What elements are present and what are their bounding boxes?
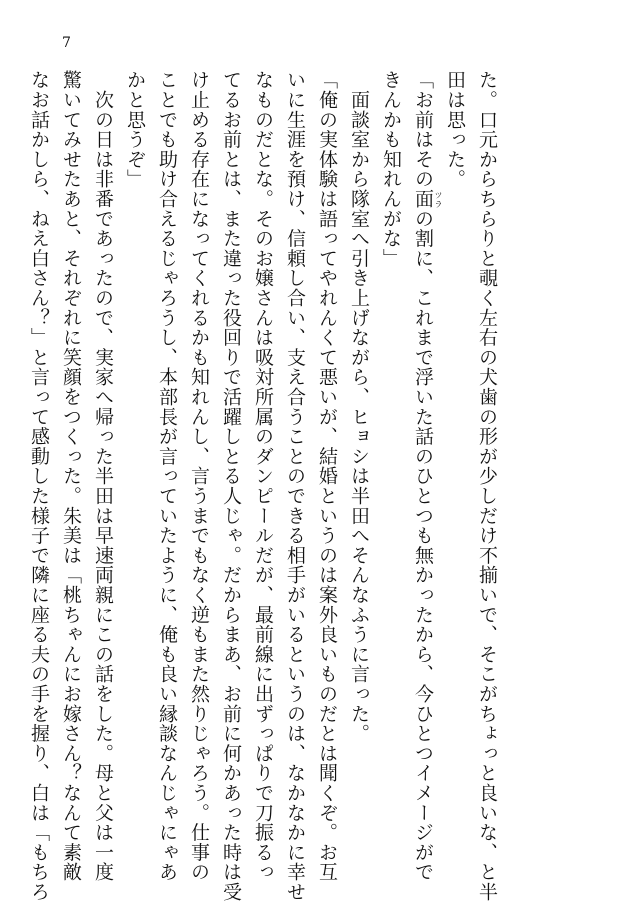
text-column-12: かと思うぞ」 — [124, 70, 146, 189]
text-column-5: 面談室から隊室へ引き上げながら、ヒョシは半田へそんなふうに言った。 — [348, 70, 370, 744]
ruby-reading: ツラ — [434, 190, 443, 209]
text-column-7: いに生涯を預け、信頼し合い、支え合うことのできる相手がいるというのは、なかなかに幸せ — [284, 70, 306, 902]
text-column-3-segment-1: 「お前はその — [412, 70, 434, 189]
text-column-15: なお話かしら、ねえ白さん？」と言って感動した様子で隣に座る夫の手を握り、白は「もちろ — [28, 70, 50, 902]
text-column-9: てるお前とは、また違った役回りで活躍しとる人じゃ。だからまあ、お前に何かあった時は受 — [220, 70, 242, 902]
text-column-14: 驚いてみせたあと、それぞれに笑顔をつくった。朱美は「桃ちゃんにお嫁さん？なんて素敵 — [60, 70, 82, 882]
text-column-2: 田は思った。 — [444, 70, 466, 189]
text-column-11: ことでも助け合えるじゃろうし、本部長が言っていたように、俺も良い縁談なんじゃにゃあ — [156, 70, 178, 882]
text-column-10: け止める存在になってくれるかも知れんし、言うまでもなく逆もまた然りじゃろう。仕事の — [188, 70, 210, 882]
text-column-3 — [412, 70, 443, 882]
ruby-base: 面 — [412, 188, 434, 209]
page-number: 7 — [62, 35, 71, 51]
text-column-6: 「俺の実体験は語ってやれんくて悪いが、結婚というのは案外良いものだとは聞くぞ。お互 — [316, 70, 338, 882]
text-column-1: た。口元からちらりと覗く左右の犬歯の形が少しだけ不揃いで、そこがちょっと良いな、と半 — [476, 70, 498, 902]
text-column-8: なものだとな。そのお嬢さんは吸対所属のダンピールだが、最前線に出ずっぱりで刀振るっ — [252, 70, 274, 882]
text-column-13: 次の日は非番であったので、実家へ帰った半田は早速両親にこの話をした。母と父は一度 — [92, 70, 114, 882]
text-column-3-segment-2: の割に、これまで浮いた話のひとつも無かったから、今ひとつイメージがで — [412, 208, 434, 882]
text-column-4: きんかも知れんがな」 — [380, 70, 402, 268]
ruby-annotation — [412, 188, 443, 209]
